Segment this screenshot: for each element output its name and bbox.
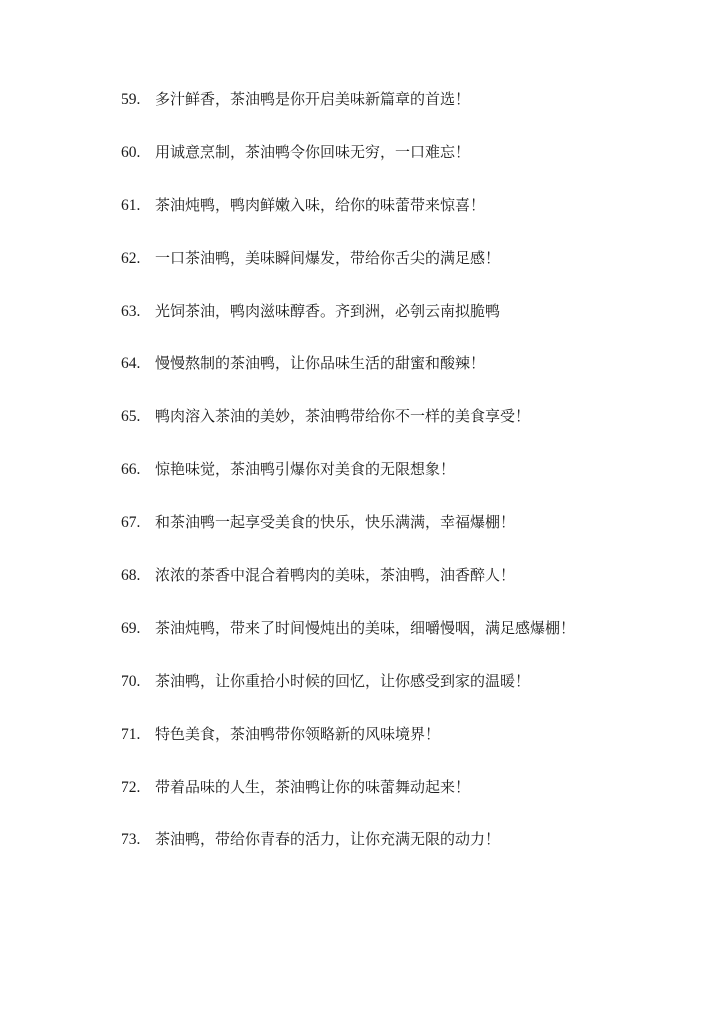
item-text: 浓浓的茶香中混合着鸭肉的美味，茶油鸭，油香醉人！ [155,566,516,585]
item-text: 茶油炖鸭，鸭肉鲜嫩入味，给你的味蕾带来惊喜！ [155,195,486,214]
item-text: 和茶油鸭一起享受美食的快乐，快乐满满，幸福爆棚！ [155,513,516,532]
item-number: 71. [121,725,141,743]
item-number: 73. [121,831,141,849]
item-number: 70. [121,672,141,690]
item-text: 特色美食，茶油鸭带你领略新的风味境界！ [155,724,441,743]
list-item [121,721,575,774]
item-number: 66. [121,461,141,479]
list-item [121,350,575,403]
list-item [121,509,575,562]
item-text: 鸭肉溶入茶油的美妙，茶油鸭带给你不一样的美食享受！ [155,407,531,426]
item-text: 茶油鸭，带给你青春的活力，让你充满无限的动力！ [155,830,501,849]
item-text: 茶油炖鸭，带来了时间慢炖出的美味，细嚼慢咽，满足感爆棚！ [155,618,576,637]
item-text: 光饲茶油，鸭肉滋味醇香。齐到洲，必刳云南拟脆鸭 [155,301,501,320]
list-item [121,403,575,456]
list-item [121,562,575,615]
item-text: 带着品味的人生，茶油鸭让你的味蕾舞动起来！ [155,777,471,796]
list-item [121,298,575,351]
item-text: 用诚意烹制，茶油鸭令你回味无穷，一口难忘！ [155,142,471,161]
list-item [121,139,575,192]
item-number: 64. [121,355,141,373]
item-text: 慢慢熬制的茶油鸭，让你品味生活的甜蜜和酸辣！ [155,354,486,373]
item-number: 65. [121,408,141,426]
item-number: 72. [121,778,141,796]
numbered-list [121,86,575,879]
item-text: 惊艳味觉，茶油鸭引爆你对美食的无限想象！ [155,460,456,479]
item-text: 一口茶油鸭，美味瞬间爆发，带给你舌尖的满足感！ [155,248,501,267]
item-number: 67. [121,514,141,532]
list-item [121,826,575,879]
item-number: 63. [121,302,141,320]
item-text: 茶油鸭，让你重拾小时候的回忆，让你感受到家的温暖！ [155,671,531,690]
list-item [121,192,575,245]
item-number: 60. [121,143,141,161]
list-item [121,245,575,298]
item-number: 68. [121,567,141,585]
item-number: 62. [121,249,141,267]
list-item [121,774,575,827]
list-item [121,668,575,721]
list-item [121,86,575,139]
item-number: 61. [121,196,141,214]
item-number: 69. [121,619,141,637]
item-number: 59. [121,91,141,108]
list-item [121,456,575,509]
item-text: 多汁鲜香，茶油鸭是你开启美味新篇章的首选！ [155,90,471,108]
list-item [121,615,575,668]
